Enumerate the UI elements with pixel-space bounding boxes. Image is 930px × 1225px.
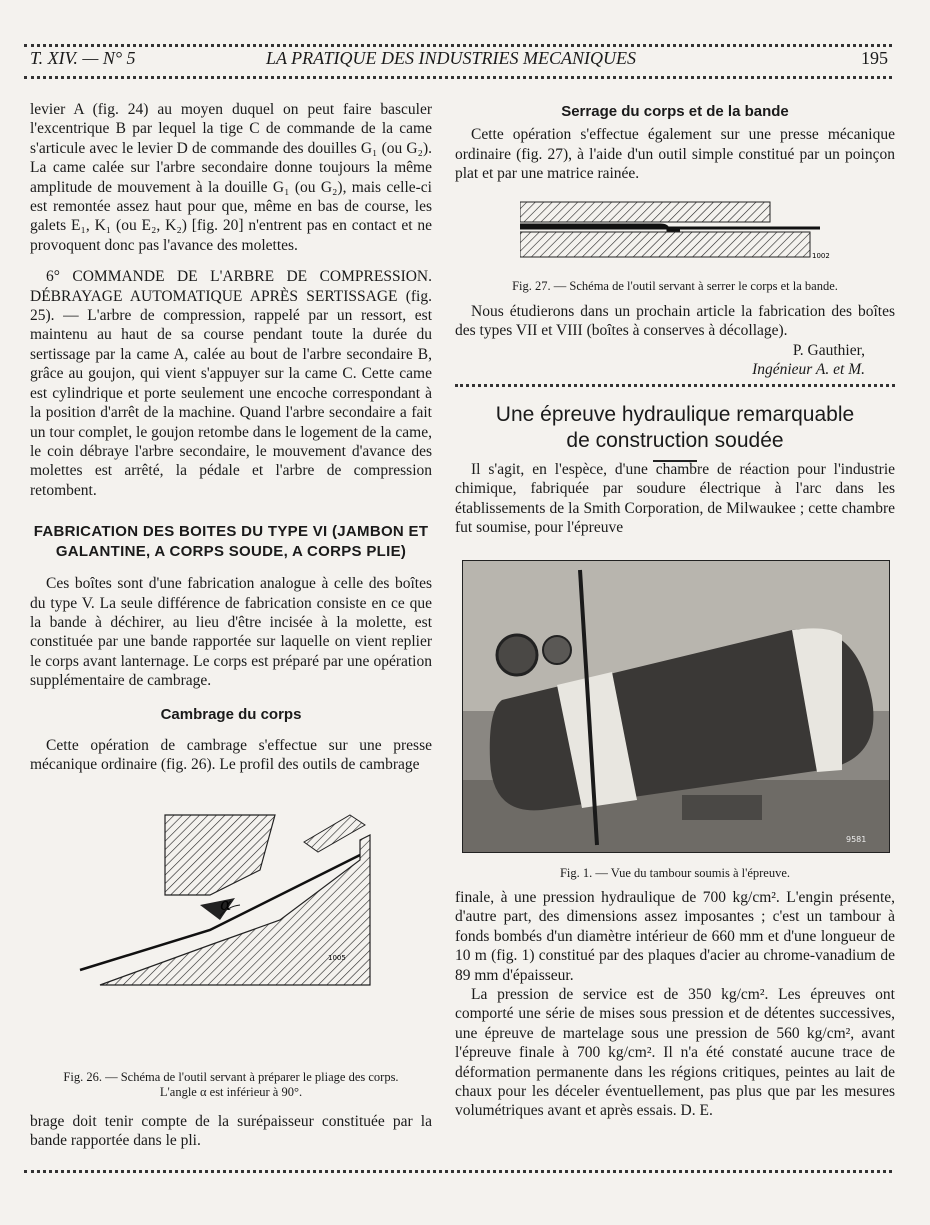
paragraph: Nous étudierons dans un prochain article la fabrication des boîtes des types VII et VIII (boîtes à conserves à décollage). — [455, 303, 895, 340]
figure-mark: 9581 — [846, 835, 867, 844]
paragraph: levier A (fig. 24) au moyen duquel on peut faire basculer l'excentrique B par lequel la tige C de commande de la came s'articule avec le levier D de commande des douilles G₁ (ou G₂). La came calée sur l'arbre secondaire donne toujours la même amplitude de mouvement à la douille G₁ (ou G₂), mais celle-ci est remontée assez haut pour que, même en bas de course, les galets E₁, K₁ (ou E₂, K₂) [fig. 20] n'entrent pas en contact et ne provoquent donc pas l'avance des molettes. — [30, 101, 432, 254]
volume-number: T. XIV. — N° 5 — [30, 48, 136, 68]
fig-1-photograph — [462, 560, 890, 853]
section-heading: FABRICATION DES BOITES DU TYPE VI (JAMBON ET GALANTINE, A CORPS SOUDE, A CORPS PLIE) — [33, 523, 429, 561]
section-rule — [455, 384, 895, 387]
left-column-end — [30, 1112, 432, 1151]
upper-punch — [520, 202, 770, 222]
figure-mark: 1002 — [812, 252, 830, 260]
angle-label: α — [220, 895, 232, 915]
right-column-top — [455, 102, 895, 184]
fig-26-caption — [30, 1070, 432, 1100]
paragraph: finale, à une pression hydraulique de 700 kg/cm². L'engin présente, d'autre part, des dimensions assez imposantes ; c'est un tambour à fonds bombés d'un diamètre intérieur de 660 mm et d'une longueur de 10 m (fig. 1) constitué par des plaques d'acier au chrome-vanadium de 89 mm d'épaisseur. — [455, 889, 895, 984]
figure-mark: 1005 — [328, 954, 346, 962]
upper-punch — [165, 815, 275, 895]
pressure-gauge — [543, 636, 571, 664]
paragraph: Il s'agit, en l'espèce, d'une chambre de réaction pour l'industrie chimique, fabriquée par soudure électrique à l'arc dans les établissements de la Smith Corporation, de Milwaukee ; cette chambre fut soumise, pour l'épreuve — [455, 461, 895, 537]
paragraph: Cette opération s'effectue également sur une presse mécanique ordinaire (fig. 27), à l'aide d'un outil simple constitué par un poinçon plat et par une matrice rainée. — [455, 126, 895, 183]
paragraph: Ces boîtes sont d'une fabrication analogue à celle des boîtes du type V. La seule différence de fabrication consiste en ce que la bande à déchirer, au lieu d'être incisée à la molette, est constituée par une bande rapportée sur laquelle on vient replier le corps avant lanternage. Le corps est préparé par une opération supplémentaire de cambrage. — [30, 575, 432, 690]
subsection-heading: Cambrage du corps — [160, 705, 302, 723]
upper-die-right — [304, 815, 365, 852]
right-column-mid — [455, 302, 895, 380]
right-column-article — [455, 460, 895, 538]
signature-title: Ingénieur A. et M. — [752, 361, 865, 379]
fig-26-diagram — [60, 810, 420, 1040]
subsection-heading: Serrage du corps et de la bande — [561, 103, 789, 120]
right-column-bottom — [455, 888, 895, 1121]
fig-27-caption: Fig. 27. — Schéma de l'outil servant à serrer le corps et la bande. — [512, 279, 838, 293]
grooved-die — [520, 232, 810, 257]
top-rule — [24, 44, 892, 47]
signature-name: P. Gauthier, — [792, 341, 865, 359]
article-title-line: de construction soudée — [566, 429, 784, 452]
left-column — [30, 100, 432, 775]
fig-27-diagram — [520, 200, 840, 265]
caption-line: L'angle α est inférieur à 90°. — [159, 1085, 303, 1099]
article-title — [455, 402, 895, 462]
journal-title: LA PRATIQUE DES INDUSTRIES MECANIQUES — [266, 48, 636, 68]
article-title-line: Une épreuve hydraulique remarquable — [495, 403, 855, 426]
support-block — [682, 795, 762, 820]
page-number: 195 — [861, 48, 888, 68]
body-and-strip — [520, 225, 820, 230]
caption-line: Fig. 26. — Schéma de l'outil servant à préparer le pliage des corps. — [63, 1070, 399, 1084]
pressure-gauge — [497, 635, 537, 675]
paragraph: La pression de service est de 350 kg/cm². Les épreuves ont comporté une série de mises sous pression et de détentes successives, une épreuve de martelage sous une pression de 560 kg/cm², avant l'épreuve finale à 700 kg/cm². Il n'a été constaté aucune trace de déformation permanente dans les régions critiques, peintes au lait de chaux pour les déceler éventuellement, pas plus que par les mesures volumétriques avant et après essais. D. E. — [455, 986, 895, 1120]
paragraph: 6° COMMANDE DE L'ARBRE DE COMPRESSION. DÉBRAYAGE AUTOMATIQUE APRÈS SERTISSAGE (fig. 25). — L'arbre de compression, rappelé par un ressort, est maintenu au haut de sa course pendant toute la durée du sertissage par la came A, calée au bout de l'arbre secondaire B, grâce au goujon, qui vient s'appuyer sur la came C. Cette came est cylindrique et porte seulement une encoche correspondant à la position d'arrêt de la machine. Quand l'arbre secondaire a fait un tour complet, le goujon retombe dans le logement de la came, le coin débraye l'arbre secondaire, le mouvement d'avance des molettes est arrêté, la pédale et l'arbre de compression retombent. — [30, 268, 432, 499]
bottom-rule — [24, 1170, 892, 1173]
paragraph: brage doit tenir compte de la surépaisseur constituée par la bande rapportée dans le pli. — [30, 1113, 432, 1150]
header-rule — [24, 76, 892, 79]
fig-1-caption: Fig. 1. — Vue du tambour soumis à l'épreuve. — [559, 866, 791, 880]
paragraph: Cette opération de cambrage s'effectue sur une presse mécanique ordinaire (fig. 26). Le profil des outils de cambrage — [30, 736, 432, 774]
